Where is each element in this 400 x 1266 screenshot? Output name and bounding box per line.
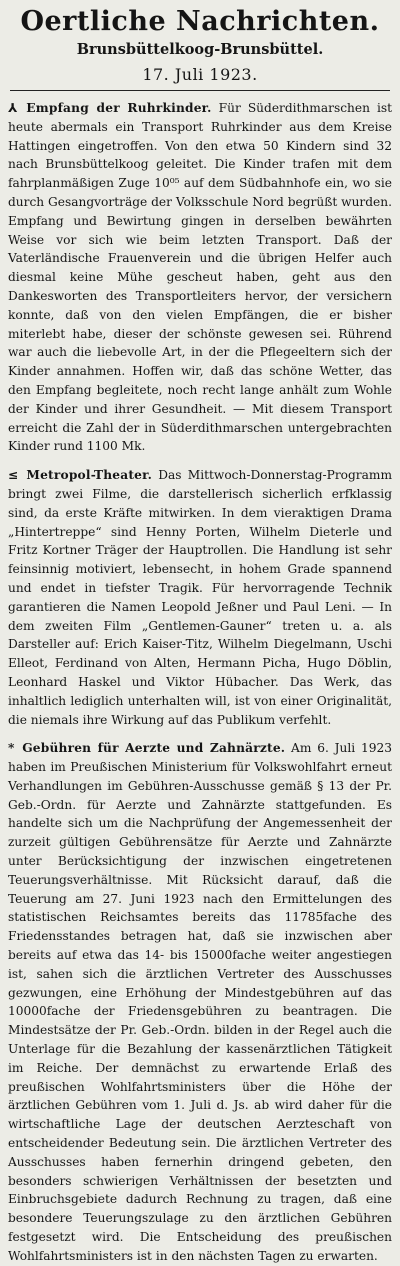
article-body: Am 6. Juli 1923 haben im Preußischen Ministerium für Volkswohlfahrt erneut Verhandlungen im Gebühren-Ausschusse gemäß § 13 der Pr. Geb.-Ordn. für Aerzte und Zahnärzte stattgefunden. Es handelte sich um die Nachprüfung der Angemessenheit der zurzeit gültigen Gebührensätze für Aerzte und Zahnärzte unter Berücksichtigung der inzwischen eingetretenen Teuerungsverhältnisse. Mit Rücksicht darauf, daß die Teuerung am 27. Juni 1923 nach den Ermittelungen des statistischen Reichsamtes bereits das 11785fache des Friedensstandes betragen hat, daß sie inzwischen aber bereits auf etwa das 14- bis 15000fache weiter angestiegen ist, sahen sich die ärztlichen Vertreter des Ausschusses gezwungen, eine Erhöhung der Mindestgebühren auf das 10000fache der Friedensgebühren zu beantragen. Die Mindestsätze der Pr. Geb.-Ordn. bilden in der Regel auch die Unterlage für die Bezahlung der kassenärztlichen Tätigkeit im Reiche. Der demnächst zu erwartende Erlaß des preußischen Wohlfahrtsministers über die Höhe der ärztlichen Gebühren vom 1. Juli d. Js. ab wird daher für die wirtschaftliche Lage der deutschen Aerzteschaft von entscheidender Bedeutung sein. Die ärztlichen Vertreter des Ausschusses haben fernerhin dringend gebeten, den besonders schwierigen Verhältnissen der besetzten und Einbruchsgebiete dadurch Rechnung zu tragen, daß eine besondere Teuerungszulage zu den ärztlichen Gebühren festgesetzt wird. Die Entscheidung des preußischen Wohlfahrtsministers ist in den nächsten Tagen zu erwarten. [8,741,393,1263]
article-headline: Gebühren für Aerzte und Zahnärzte. [22,741,286,756]
article-body: Das Mittwoch-Donnerstag-Programm bringt zwei Filme, die darstellerisch sicherlich erfklassig sind, da erste Kräfte mitwirken. In dem vieraktigen Drama „Hintertreppe“ sind Henny Porten, Wilhelm Dieterle und Fritz Kortner Träger der Hauptrollen. Die Handlung ist sehr feinsinnig motiviert, lebensecht, in hohem Grade spannend und endet in tiefster Tragik. Für hervorragende Technik garantieren die Namen Leopold Jeßner und Paul Leni. — In dem zweiten Film „Gentlemen-Gauner“ treten u. a. als Darsteller auf: Erich Kaiser-Titz, Wilhelm Diegelmann, Uschi Elleot, Ferdinand von Alten, Hermann Picha, Hugo Döblin, Leonhard Haskel und Viktor Hübacher. Das Werk, das inhaltlich lediglich unterhalten will, ist von einer Originalität, die niemals ihre Wirkung auf das Publikum verfehlt. [8,468,393,727]
article-marker: * [8,741,15,756]
section-subtitle: Brunsbüttelkoog-Brunsbüttel. [76,41,324,58]
article-headline: Empfang der Ruhrkinder. [26,101,212,115]
article-marker: ≤ [8,468,19,483]
issue-date: 17. Juli 1923. [142,65,258,84]
article-metropol-theater [8,466,392,729]
section-header [8,6,392,85]
article-ruhrkinder [8,99,392,456]
header-divider [10,90,390,91]
article-marker: ⅄ [8,101,18,115]
article-headline: Metropol-Theater. [26,468,153,483]
section-title: Oertliche Nachrichten. [20,6,380,37]
article-body: Für Süderdithmarschen ist heute abermals ein Transport Ruhrkinder aus dem Kreise Hattingen eingetroffen. Von den etwa 50 Kindern sind 32 nach Brunsbüttelkoog geleitet. Die Kinder trafen mit dem fahrplanmäßigen Zuge 10⁰⁵ auf dem Südbahnhofe ein, wo sie durch Gesangvorträge der Volksschule Nord begrüßt wurden. Empfang und Bewirtung gingen in derselben bewährten Weise vor sich wie beim letzten Transport. Daß der Vaterländische Frauenverein und die übrigen Helfer auch diesmal keine Mühe gescheut haben, geht aus den Dankesworten des Transportleiters hervor, der versichern konnte, daß von den vielen Empfängen, die er bisher miterlebt habe, dieser der schönste gewesen sei. Rührend war auch die liebevolle Art, in der die Pflegeeltern sich der Kinder annahmen. Hoffen wir, daß das schöne Wetter, das den Empfang begleitete, noch recht lange anhält zum Wohle der Kinder und ihrer Gesundheit. — Mit diesem Transport erreicht die Zahl der in Süderdithmarschen untergebrachten Kinder rund 1100 Mk. [8,101,393,454]
article-gebuehren [8,739,392,1265]
